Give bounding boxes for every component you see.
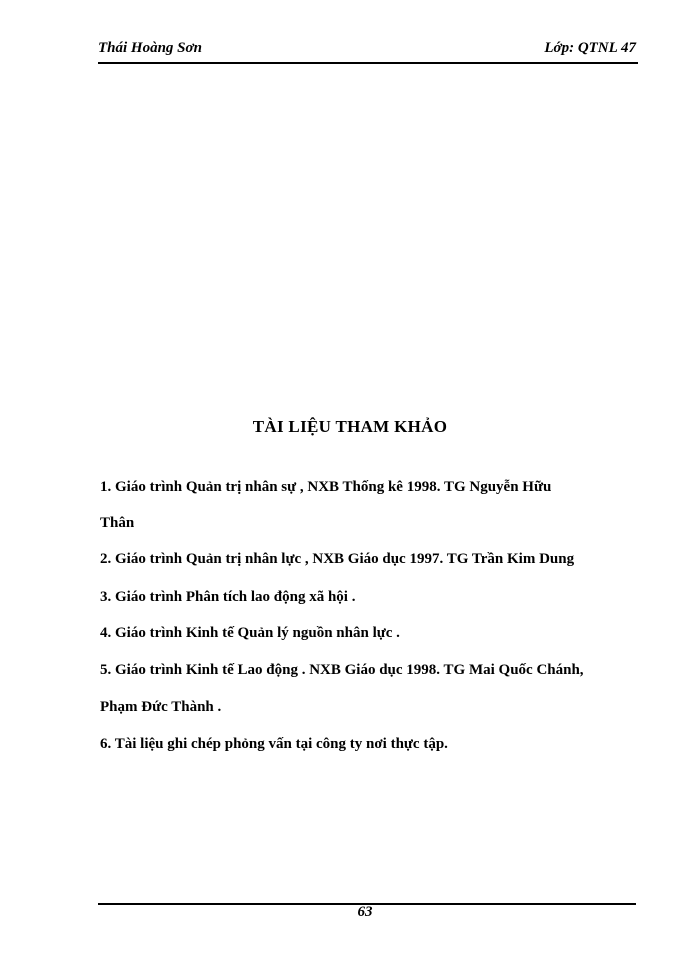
page-header — [98, 40, 638, 64]
reference-item-5: 5. Giáo trình Kinh tế Lao động . NXB Giáo dục 1998. TG Mai Quốc Chánh, — [100, 662, 584, 678]
header-class: Lớp: QTNL 47 — [544, 40, 636, 56]
reference-item-2: 2. Giáo trình Quản trị nhân lực , NXB Giáo dục 1997. TG Trần Kim Dung — [100, 551, 575, 567]
reference-item-1: 1. Giáo trình Quản trị nhân sự , NXB Thống kê 1998. TG Nguyễn Hữu — [100, 479, 552, 495]
page-title: TÀI LIỆU THAM KHẢO — [252, 417, 448, 436]
reference-item-5-continued: Phạm Đức Thành . — [100, 699, 222, 715]
reference-item-6: 6. Tài liệu ghi chép phỏng vấn tại công ty nơi thực tập. — [100, 736, 448, 752]
reference-item-4: 4. Giáo trình Kinh tế Quản lý nguồn nhân lực . — [100, 625, 400, 641]
reference-item-3: 3. Giáo trình Phân tích lao động xã hội . — [100, 589, 356, 605]
page-number: 63 — [357, 904, 373, 920]
reference-item-1-continued: Thân — [100, 515, 135, 531]
header-author: Thái Hoàng Sơn — [98, 40, 202, 56]
